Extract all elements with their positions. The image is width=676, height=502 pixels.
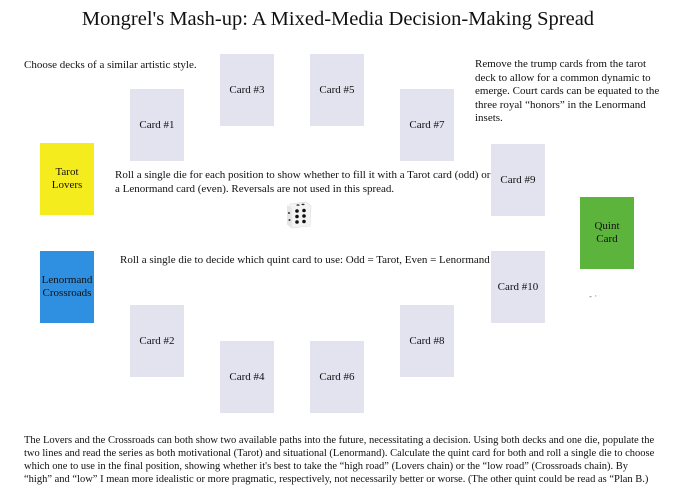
lenormand-label: Lenormand (41, 274, 93, 286)
page-title: Mongrel's Mash-up: A Mixed-Media Decision-Making Spread (81, 8, 595, 30)
card-position-1: Card #1 (130, 89, 184, 161)
card-position-7: Card #7 (400, 89, 454, 161)
card-position-10: Card #10 (491, 251, 545, 323)
card-position-2: Card #2 (130, 305, 184, 377)
lenormand-crossroads-card (40, 251, 94, 323)
card-position-8: Card #8 (400, 305, 454, 377)
card-position-6: Card #6 (310, 341, 364, 413)
quint-card-label: Card (596, 233, 618, 245)
note-roll-quint: Roll a single die to decide which quint card to use: Odd = Tarot, Even = Lenormand (120, 254, 490, 266)
note-instructions: The Lovers and the Crossroads can both show two available paths into the future, necessitating a decision. Using both decks and one die, populate the two lines and read the series as both motivational (Tarot) and situational (Lenormand). Calculate the quint card for both and roll a single die to choose which one to use in the final position, showing whether it's best to take the “high road” (Lovers chain) or the “low road” (Crossroads chain). By “high” and “low” I mean more idealistic or more pragmatic, respectively, not necessarily better or worse. (The other quint could be read as “Plan B.) (24, 435, 655, 485)
card-position-5: Card #5 (310, 54, 364, 126)
quint-label: Quint (594, 220, 620, 232)
card-position-4: Card #4 (220, 341, 274, 413)
lovers-label: Lovers (51, 179, 83, 191)
tarot-lovers-card (40, 143, 94, 215)
note-choose-decks: Choose decks of a similar artistic style. (24, 59, 197, 71)
tarot-label: Tarot (55, 166, 79, 178)
note-remove-trumps: Remove the trump cards from the tarot deck to allow for a common dynamic to emerge. Court cards can be equated to the three royal “honors” in the Lenormand insets. (475, 58, 660, 124)
card-position-3: Card #3 (220, 54, 274, 126)
crossroads-label: Crossroads (42, 287, 92, 299)
note-roll-each-position: Roll a single die for each position to show whether to fill it with a Tarot card (odd) or a Lenormand card (even). Reversals are not used in this spread. (115, 169, 491, 195)
card-position-9: Card #9 (491, 144, 545, 216)
scan-specks: - · (589, 291, 598, 301)
quint-card (580, 197, 634, 269)
die-six-icon (284, 199, 314, 229)
